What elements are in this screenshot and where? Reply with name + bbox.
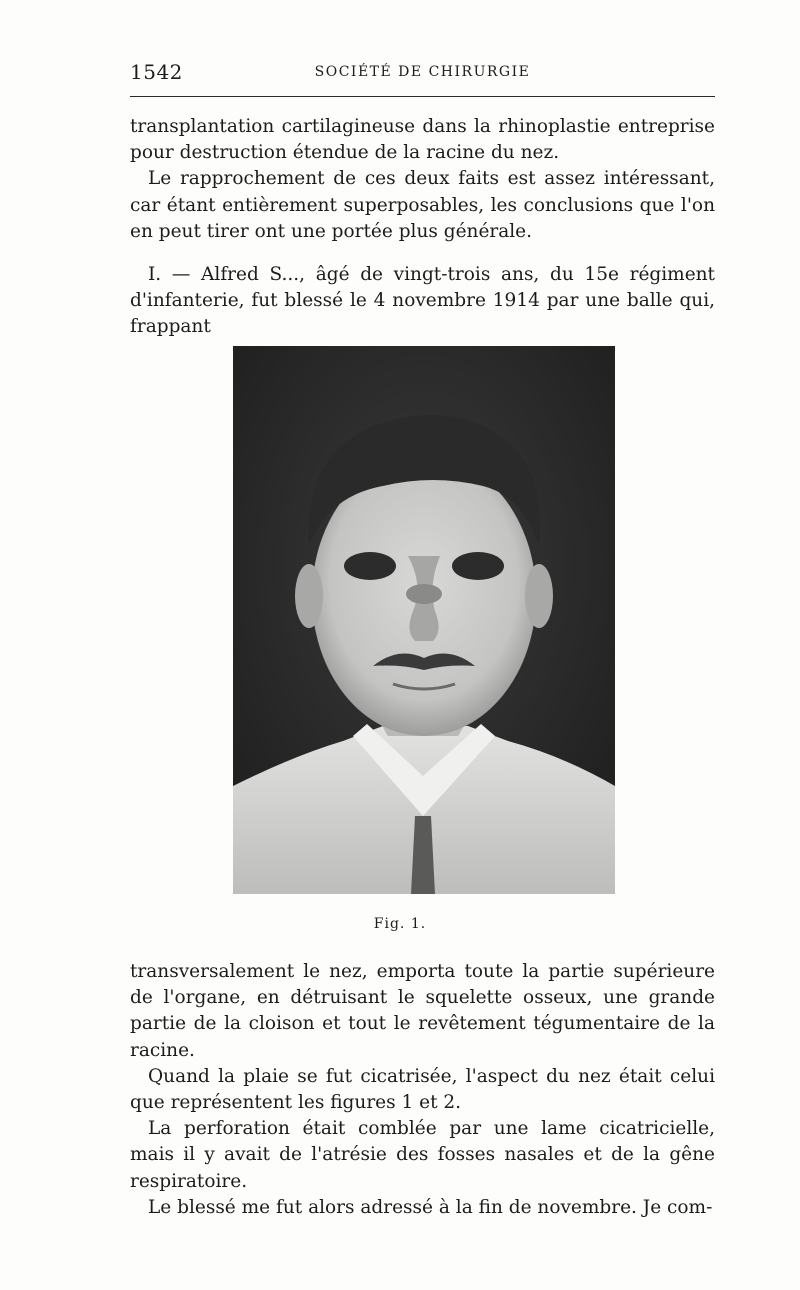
paragraph: transversalement le nez, emporta toute la partie supérieure de l'organe, en détruisant le squelette osseux, une grande partie de la cloison et tout le revêtement tégumentaire de la racine.	[130, 961, 715, 1061]
page-header	[130, 58, 715, 86]
figure-caption: Fig. 1.	[373, 916, 427, 932]
header-rule	[130, 96, 715, 97]
page-number: 1542	[130, 60, 183, 84]
shirt-placket	[411, 816, 435, 894]
left-eye	[344, 552, 396, 580]
figure-photograph	[233, 346, 615, 894]
right-eye	[452, 552, 504, 580]
paragraph: Quand la plaie se fut cicatrisée, l'aspect du nez était celui que représentent les figures 1 et 2.	[130, 1065, 715, 1114]
right-ear	[525, 564, 553, 628]
paragraph: transplantation cartilagineuse dans la rhinoplastie entreprise pour destruction étendue de la racine du nez.	[130, 116, 715, 164]
paragraph: La perforation était comblée par une lame cicatricielle, mais il y avait de l'atrésie des fosses nasales et de la gêne respiratoire.	[130, 1118, 715, 1192]
paragraph: Le blessé me fut alors adressé à la fin de novembre. Je com-	[148, 1196, 713, 1218]
running-head: SOCIÉTÉ DE CHIRURGIE	[314, 64, 531, 80]
paragraph: Le rapprochement de ces deux faits est assez intéressant, car étant entièrement superposables, les conclusions que l'on en peut tirer ont une portée plus générale.	[130, 168, 715, 242]
case-paragraph: I. — Alfred S..., âgé de vingt-trois ans, du 15e régiment d'infanterie, fut blessé le 4 novembre 1914 par une balle qui, frappant	[130, 264, 715, 338]
nasal-scar	[406, 584, 442, 604]
body-text-bottom	[130, 959, 715, 1221]
case-text	[130, 262, 715, 341]
left-ear	[295, 564, 323, 628]
body-text-top	[130, 114, 715, 245]
portrait-photo	[233, 346, 615, 894]
